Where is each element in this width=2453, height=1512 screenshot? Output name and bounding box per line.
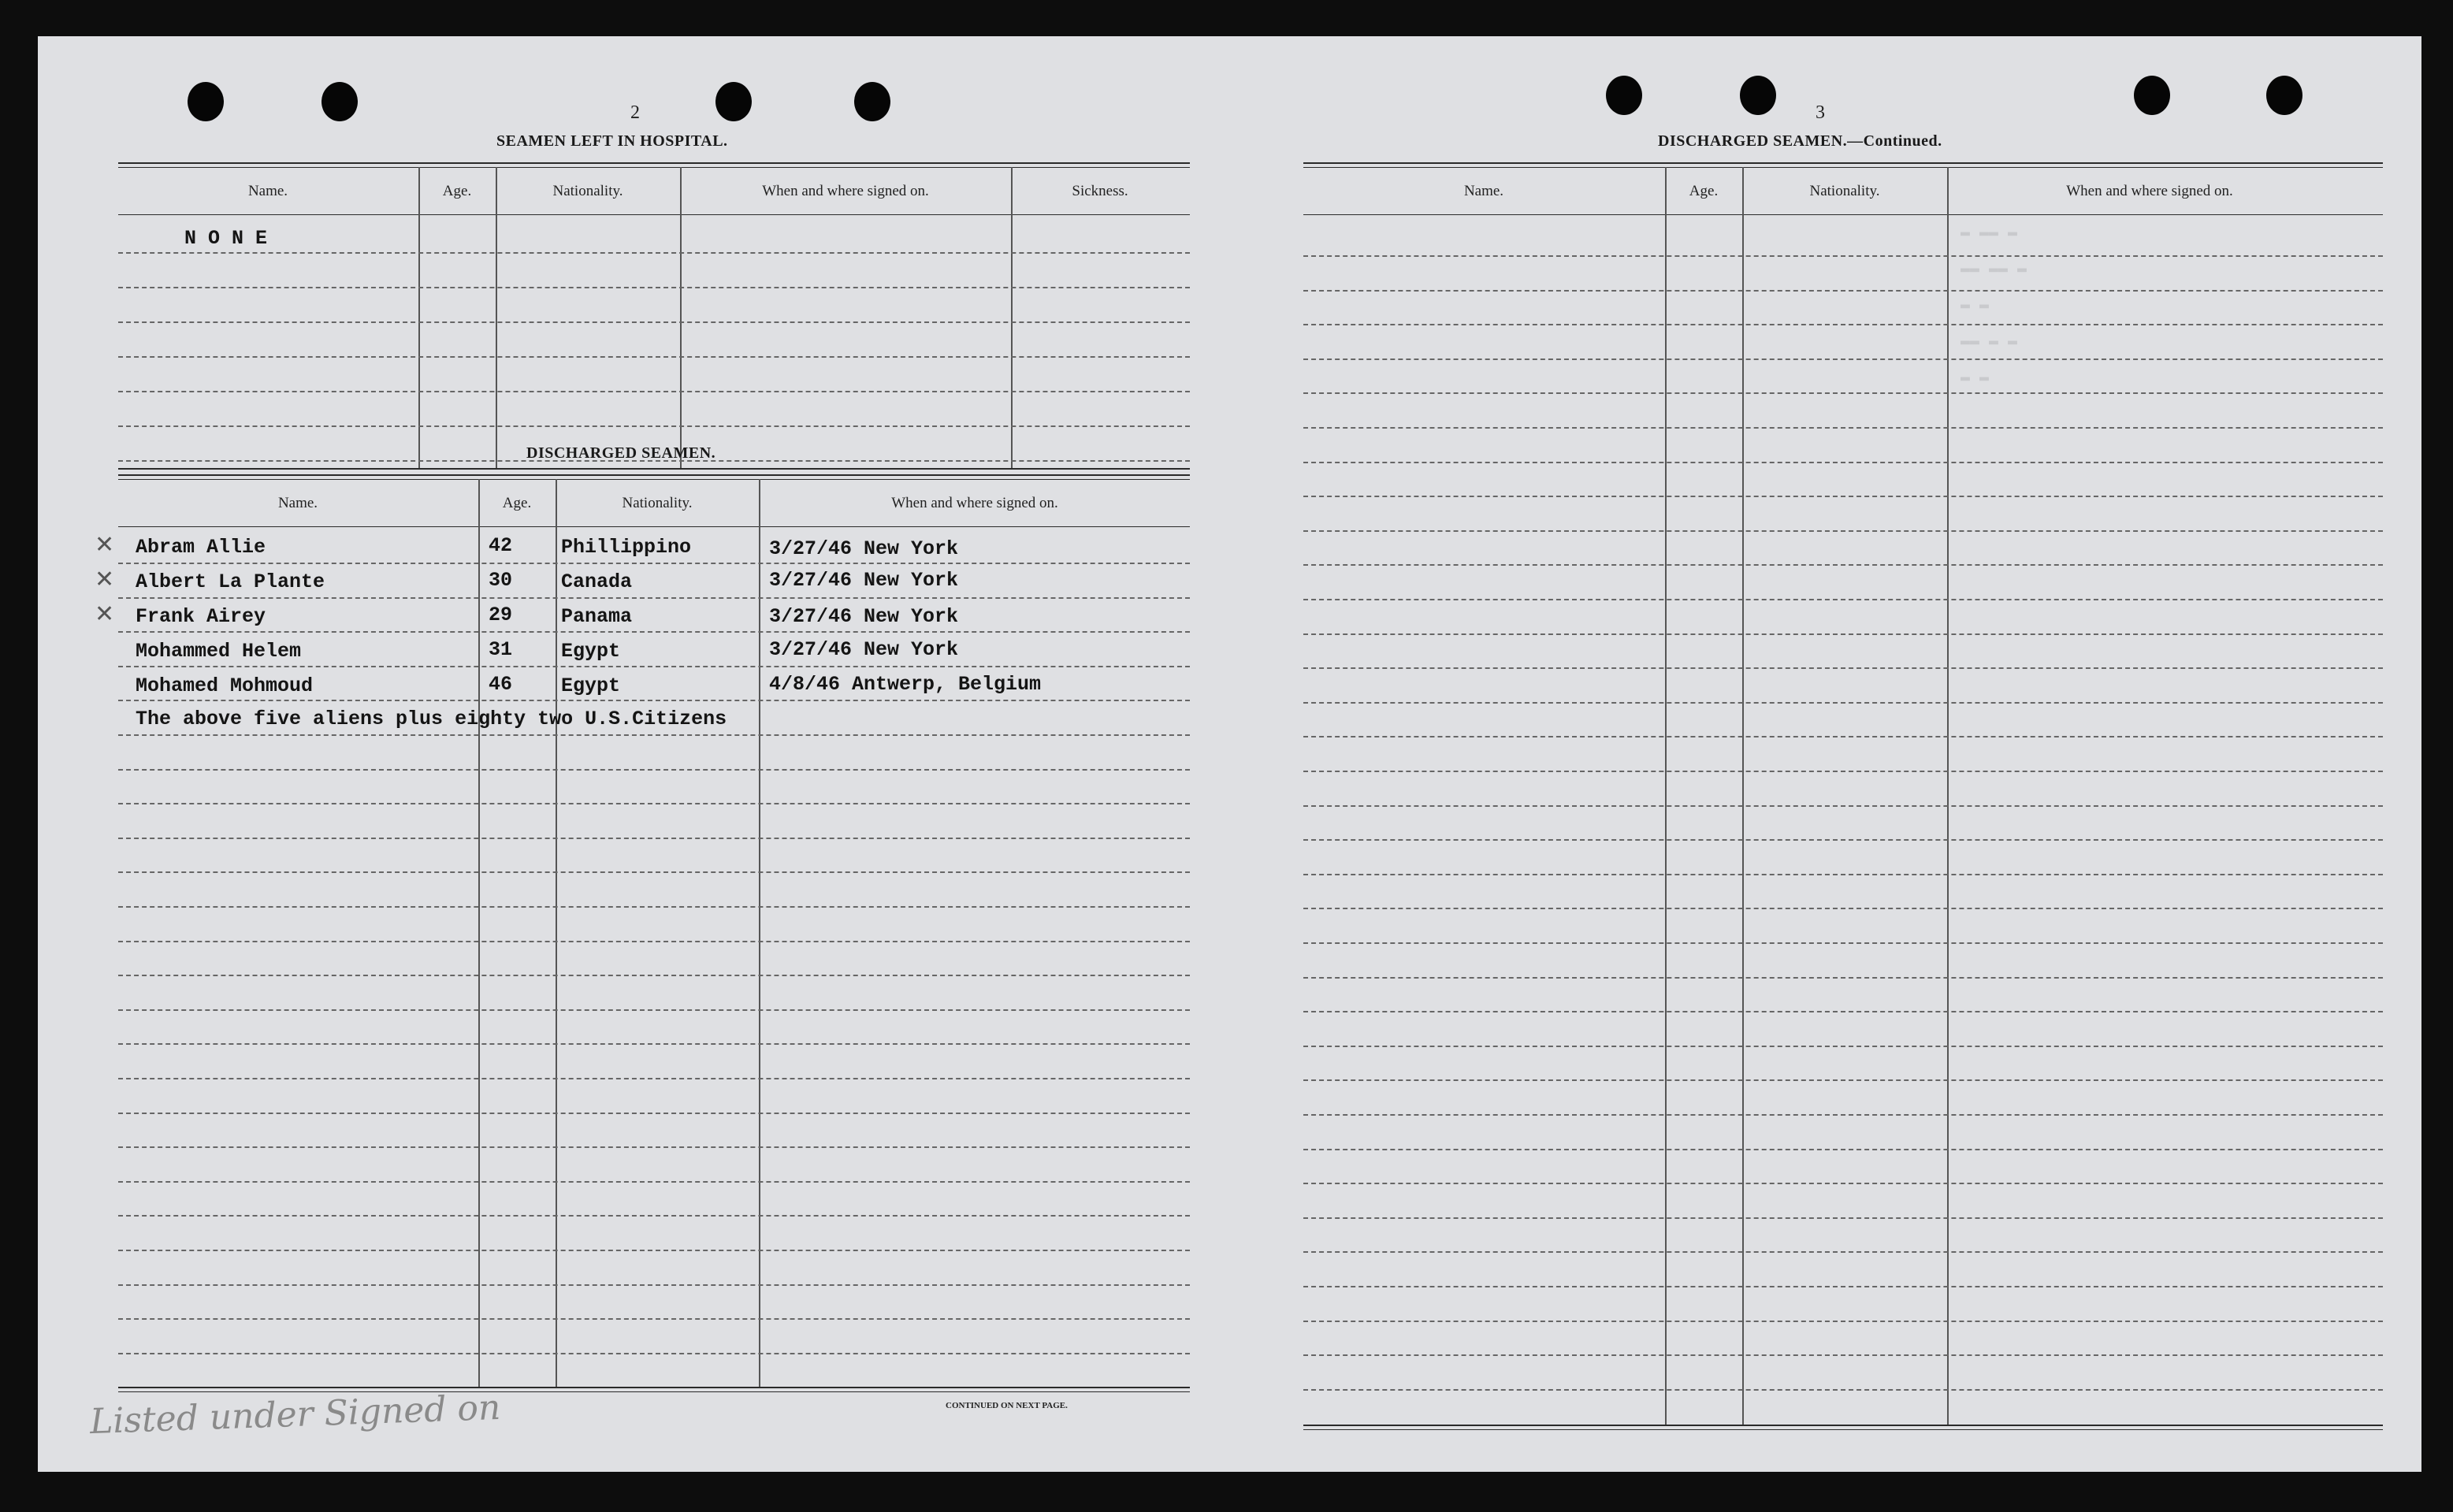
ruled-line xyxy=(1303,392,2383,394)
ruled-line xyxy=(1303,839,2383,841)
punch-hole xyxy=(2134,76,2170,115)
seaman-signed-on: 3/27/46 New York xyxy=(769,569,959,592)
check-mark-icon: ✕ xyxy=(95,566,115,593)
col-header-name: Name. xyxy=(247,183,288,199)
continued-note: CONTINUED ON NEXT PAGE. xyxy=(946,1401,1068,1410)
ruled-line xyxy=(1303,908,2383,909)
summary-line: The above five aliens plus eighty two U.S.Citizens xyxy=(136,708,727,730)
ruled-line xyxy=(118,1250,1190,1251)
ruled-line xyxy=(118,975,1190,976)
page-number: 3 xyxy=(1816,102,1825,123)
ruled-line xyxy=(1303,1046,2383,1047)
ruled-line xyxy=(118,563,1190,564)
col-header-nationality: Nationality. xyxy=(1809,183,1880,199)
ruled-line xyxy=(118,941,1190,942)
ruled-line xyxy=(1303,702,2383,704)
check-mark-icon: ✕ xyxy=(95,531,115,559)
col-header-signed-on: When and where signed on. xyxy=(2066,183,2233,199)
ruled-line xyxy=(1303,942,2383,944)
ruled-line xyxy=(118,631,1190,633)
ruled-line xyxy=(118,1353,1190,1354)
ruled-line xyxy=(1303,324,2383,325)
punch-hole xyxy=(321,82,358,121)
discharged-section-title: DISCHARGED SEAMEN. xyxy=(526,444,716,462)
ruled-line xyxy=(1303,633,2383,635)
col-header-age: Age. xyxy=(502,495,532,511)
seaman-age: 29 xyxy=(489,604,513,626)
ruled-line xyxy=(118,1146,1190,1148)
punch-hole xyxy=(188,82,224,121)
punch-hole xyxy=(1606,76,1642,115)
seaman-signed-on: 3/27/46 New York xyxy=(769,638,959,661)
ruled-line xyxy=(118,803,1190,804)
seaman-age: 30 xyxy=(489,569,513,592)
page-number: 2 xyxy=(630,102,640,123)
ruled-line xyxy=(1303,358,2383,360)
ruled-line xyxy=(1303,1149,2383,1150)
ruled-line xyxy=(1303,874,2383,875)
handwritten-note: Listed under Signed on xyxy=(89,1387,502,1443)
ruled-line xyxy=(1303,1251,2383,1253)
ruled-line xyxy=(1303,462,2383,463)
ruled-line xyxy=(1303,530,2383,532)
seaman-nationality: Egypt xyxy=(561,640,621,663)
hospital-section-title: SEAMEN LEFT IN HOSPITAL. xyxy=(496,132,728,150)
seaman-name: Mohamed Mohmoud xyxy=(136,674,314,697)
ruled-line xyxy=(1303,255,2383,257)
col-header-name: Name. xyxy=(277,495,318,511)
seaman-nationality: Phillippino xyxy=(561,536,692,559)
ruled-line xyxy=(1303,771,2383,772)
seaman-nationality: Panama xyxy=(561,605,633,628)
punch-hole xyxy=(715,82,752,121)
seaman-name: Albert La Plante xyxy=(136,570,325,593)
col-header-nationality: Nationality. xyxy=(622,495,693,511)
ruled-line xyxy=(1303,1286,2383,1287)
ruled-line xyxy=(1303,1389,2383,1391)
ruled-line xyxy=(1303,1114,2383,1116)
ruled-line xyxy=(118,871,1190,873)
col-header-name: Name. xyxy=(1463,183,1504,199)
ruled-line xyxy=(118,734,1190,736)
ruled-line xyxy=(118,1318,1190,1320)
ruled-line xyxy=(118,597,1190,599)
col-header-sickness: Sickness. xyxy=(1072,183,1128,199)
seaman-signed-on: 3/27/46 New York xyxy=(769,537,959,560)
ruled-line xyxy=(1303,1217,2383,1219)
ruled-line xyxy=(1303,736,2383,737)
seaman-name: Frank Airey xyxy=(136,605,266,628)
hospital-entry-none: N O N E xyxy=(184,227,268,250)
punch-hole xyxy=(2266,76,2302,115)
ruled-line xyxy=(1303,599,2383,600)
col-header-nationality: Nationality. xyxy=(552,183,623,199)
ruled-line xyxy=(1303,977,2383,979)
ruled-line xyxy=(118,666,1190,667)
ruled-line xyxy=(118,700,1190,701)
ruled-line xyxy=(118,1043,1190,1045)
document-sheet: 2 SEAMEN LEFT IN HOSPITAL. Name. Age. Nationality. When and where signed on. Sickness. N O N E DISCHARGED SEAMEN. Name. Age. Nationality. When and where signed on. ✕ Abram Allie 42 Phillippino 3/27/46 New York ✕ Albert La Plante 30 Canada 3/27/46 New York ✕ Frank Airey 29 Panama 3/27/46 New York Mohammed Helem 31 Egypt 3/27/46 New York Mohamed Mohmoud 46 Egypt 4/8/46 Antwerp, Belgium The above five aliens plus eighty two U.S.Citizens CONTINUED ON NEXT PAGE. Listed under Signed on 3 DISCHARGED SEAMEN.—Continued. Name. Age. Nationality. When and where signed on. ▬ ▬▬ ▬ ▬▬ ▬▬ ▬ ▬ ▬ ▬▬ ▬ ▬ ▬ ▬ xyxy=(38,36,2421,1472)
ruled-line xyxy=(1303,427,2383,429)
seaman-name: Abram Allie xyxy=(136,536,266,559)
ruled-line xyxy=(118,906,1190,908)
ruled-line xyxy=(118,1113,1190,1114)
ruled-line xyxy=(1303,496,2383,497)
seaman-nationality: Canada xyxy=(561,570,633,593)
punch-hole xyxy=(1740,76,1776,115)
ruled-line xyxy=(1303,564,2383,566)
seaman-age: 42 xyxy=(489,534,513,557)
seaman-age: 31 xyxy=(489,638,513,661)
ruled-line xyxy=(1303,290,2383,292)
ruled-line xyxy=(118,1181,1190,1183)
seaman-nationality: Egypt xyxy=(561,674,621,697)
ruled-line xyxy=(1303,667,2383,669)
discharged-continued-title: DISCHARGED SEAMEN.—Continued. xyxy=(1658,132,1942,150)
ruled-line xyxy=(1303,1011,2383,1012)
seaman-age: 46 xyxy=(489,673,513,696)
seaman-name: Mohammed Helem xyxy=(136,640,302,663)
seaman-signed-on: 3/27/46 New York xyxy=(769,605,959,628)
ruled-line xyxy=(1303,1354,2383,1356)
ruled-line xyxy=(118,838,1190,839)
check-mark-icon: ✕ xyxy=(95,600,115,628)
ruled-line xyxy=(118,769,1190,771)
col-header-age: Age. xyxy=(442,183,472,199)
ruled-line xyxy=(118,1009,1190,1011)
seaman-signed-on: 4/8/46 Antwerp, Belgium xyxy=(769,673,1042,696)
ruled-line xyxy=(118,1215,1190,1217)
col-header-age: Age. xyxy=(1689,183,1719,199)
ruled-line xyxy=(118,1284,1190,1286)
ruled-line xyxy=(1303,1079,2383,1081)
punch-hole xyxy=(854,82,890,121)
ruled-line xyxy=(1303,805,2383,807)
ruled-line xyxy=(118,1078,1190,1079)
col-header-signed-on: When and where signed on. xyxy=(762,183,929,199)
ruled-line xyxy=(1303,1321,2383,1322)
ruled-line xyxy=(1303,1183,2383,1184)
col-header-signed-on: When and where signed on. xyxy=(891,495,1058,511)
